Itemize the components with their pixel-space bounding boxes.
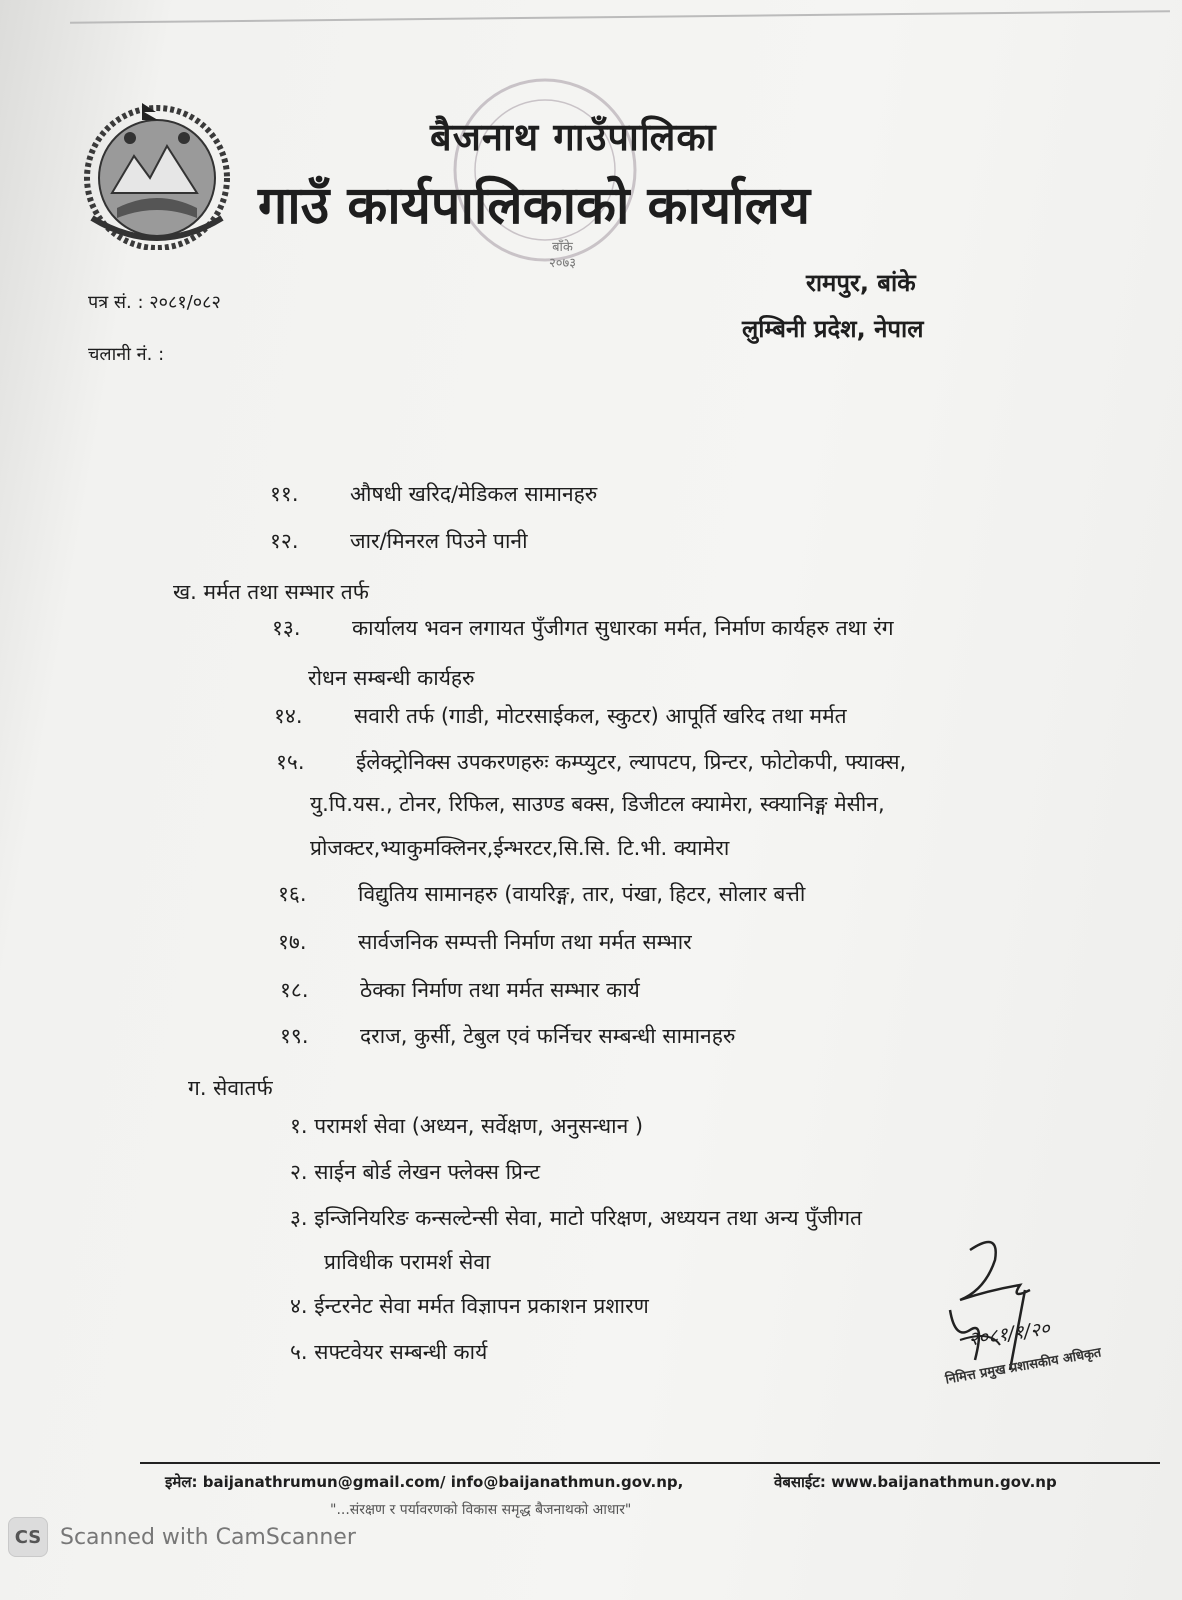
item-number: १८.	[280, 978, 309, 1002]
item-number: १७.	[278, 930, 307, 954]
seal-text	[549, 240, 576, 272]
item-text: कार्यालय भवन लगायत पुँजीगत सुधारका मर्मत, निर्माण कार्यहरु तथा रंग	[352, 616, 894, 640]
seal-year: २०७३	[549, 256, 577, 271]
item-number: १९.	[280, 1024, 309, 1048]
item-text: औषधी खरिद/मेडिकल सामानहरु	[350, 482, 598, 506]
item-text: विद्युतिय सामानहरु (वायरिङ्ग, तार, पंखा, हिटर, सोलार बत्ती	[358, 882, 806, 906]
list-item: ३. इन्जिनियरिङ कन्सल्टेन्सी सेवा, माटो परिक्षण, अध्ययन तथा अन्य पुँजीगत	[290, 1206, 862, 1230]
list-item	[270, 480, 597, 508]
nepal-emblem-icon	[72, 98, 242, 250]
address-line-1: रामपुर, बांके	[806, 269, 916, 297]
list-item	[270, 527, 528, 555]
section-heading-ga: ग. सेवातर्फ	[188, 1076, 273, 1100]
list-item	[280, 976, 640, 1004]
item-continuation: रोधन सम्बन्धी कार्यहरु	[308, 666, 475, 690]
municipality-name: बैजनाथ गाउँपालिका	[430, 115, 717, 159]
item-number: ११.	[270, 482, 299, 506]
camscanner-logo-icon: CS	[8, 1517, 48, 1557]
list-item	[274, 702, 847, 730]
camscanner-text: Scanned with CamScanner	[60, 1524, 356, 1550]
letter-number: पत्र सं. : २०८१/०८२	[88, 292, 221, 313]
item-number: १६.	[278, 882, 307, 906]
list-item	[278, 928, 692, 956]
item-number: १३.	[272, 616, 301, 640]
list-item	[276, 748, 906, 776]
item-text: जार/मिनरल पिउने पानी	[350, 529, 528, 553]
camscanner-watermark	[8, 1517, 356, 1557]
officer-stamp: निमित्त प्रमुख प्रशासकीय अधिकृत	[944, 1345, 1103, 1388]
item-continuation: प्राविधीक परामर्श सेवा	[324, 1250, 491, 1274]
list-item: १. परामर्श सेवा (अध्यन, सर्वेक्षण, अनुसन्धान )	[290, 1114, 644, 1138]
list-item: २. साईन बोर्ड लेखन फ्लेक्स प्रिन्ट	[290, 1160, 541, 1184]
list-item	[272, 614, 894, 642]
item-number: १४.	[274, 704, 303, 728]
footer-slogan: "...संरक्षण र पर्यावरणको विकास समृद्ध बैजनाथको आधार"	[330, 1502, 632, 1518]
list-item: ५. सफ्टवेयर सम्बन्धी कार्य	[290, 1340, 488, 1364]
item-text: ठेक्का निर्माण तथा मर्मत सम्भार कार्य	[360, 978, 640, 1002]
dispatch-number: चलानी नं. :	[88, 344, 165, 365]
section-heading-kha: ख. मर्मत तथा सम्भार तर्फ	[173, 580, 369, 604]
list-item	[280, 1022, 735, 1050]
list-item	[278, 880, 805, 908]
item-continuation: यु.पि.यस., टोनर, रिफिल, साउण्ड बक्स, डिजीटल क्यामेरा, स्क्यानिङ्ग मेसीन,	[310, 792, 885, 816]
item-continuation: प्रोजक्टर,भ्याकुमक्लिनर,ईन्भरटर,सि.सि. टि.भी. क्यामेरा	[310, 836, 730, 860]
item-text: ईलेक्ट्रोनिक्स उपकरणहरुः कम्प्युटर, ल्यापटप, प्रिन्टर, फोटोकपी, फ्याक्स,	[356, 750, 907, 774]
paper-fold-edge	[70, 10, 1170, 24]
address-line-2: लुम्बिनी प्रदेश, नेपाल	[742, 315, 924, 343]
signature-date: २०८१/१/२०	[967, 1317, 1052, 1351]
seal-district: बाँके	[552, 240, 573, 255]
item-text: सवारी तर्फ (गाडी, मोटरसाईकल, स्कुटर) आपूर्ति खरिद तथा मर्मत	[354, 704, 847, 728]
footer-email: इमेल: baijanathrumun@gmail.com/ info@baijanathmun.gov.np,	[165, 1473, 684, 1491]
footer-website: वेबसाईट: www.baijanathmun.gov.np	[774, 1473, 1057, 1491]
item-text: दराज, कुर्सी, टेबुल एवं फर्निचर सम्बन्धी सामानहरु	[360, 1024, 736, 1048]
list-item: ४. ईन्टरनेट सेवा मर्मत विज्ञापन प्रकाशन प्रशारण	[290, 1294, 649, 1318]
item-text: सार्वजनिक सम्पत्ती निर्माण तथा मर्मत सम्भार	[358, 930, 692, 954]
item-number: १२.	[270, 529, 299, 553]
office-name: गाउँ कार्यपालिकाको कार्यालय	[258, 176, 810, 236]
footer-divider	[140, 1462, 1160, 1464]
item-number: १५.	[276, 750, 305, 774]
